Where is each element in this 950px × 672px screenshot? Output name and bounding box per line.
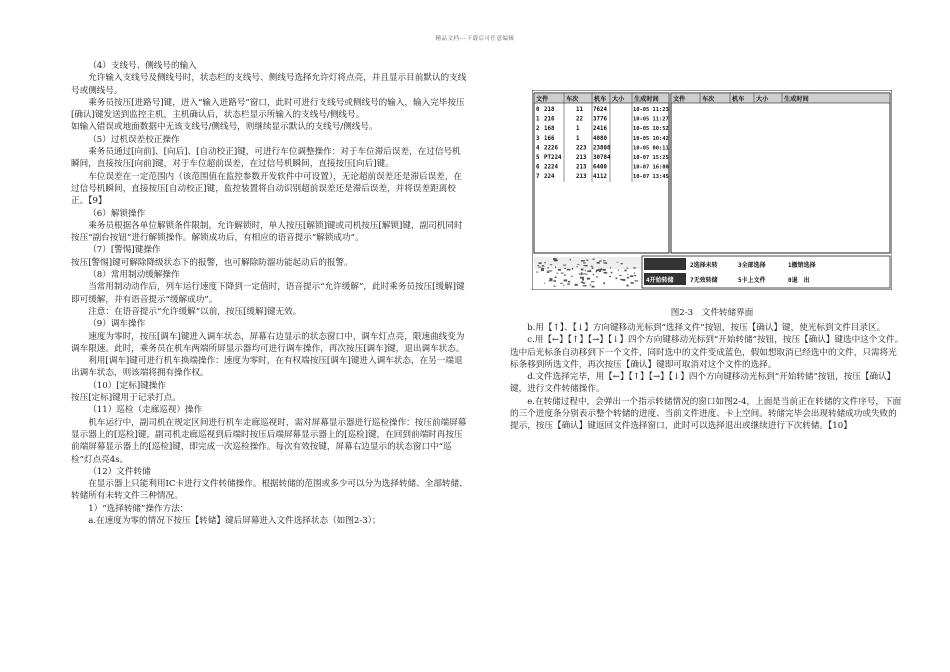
figure-cell: 7624 xyxy=(593,107,607,113)
scan-noise-mark xyxy=(596,270,597,272)
scan-noise-mark xyxy=(547,267,548,268)
scan-noise-mark xyxy=(541,268,543,270)
figure-cell: 2226 xyxy=(544,145,558,152)
figure-column-header: 机车 xyxy=(732,96,745,103)
figure-cell: 22 xyxy=(576,116,583,123)
figure-cell: 168 xyxy=(544,126,555,133)
figure-cell: 10-05 11:27 xyxy=(633,116,669,123)
right-paragraph: b.用【↑】、【↓】方向键移动光标到“选择文件”按钮，按压【确认】键，使光标到文件目录区。 xyxy=(527,323,886,333)
scan-noise-mark xyxy=(587,278,590,280)
left-paragraph: 乘务员按压[进路号]键，进入“输入进路号”窗口，此时可进行支线号或侧线号的输入，输入完毕按压[确认]键发送到监控主机，主机确认后，状态栏显示所输入的支线号/侧线号。 xyxy=(71,97,465,121)
scan-noise-mark xyxy=(603,269,606,271)
figure-cell: 4112 xyxy=(593,174,607,181)
scan-noise-mark xyxy=(583,262,585,263)
scan-noise-mark xyxy=(542,265,544,266)
left-paragraph: （6）解锁操作 xyxy=(88,208,146,219)
left-paragraph: 速度为零时，按压[调车]键进入调车状态，屏幕右边显示的状态窗口中，调车灯点亮，限速曲线变为调车限速。此时，乘务员在机车两端所屏显示器均可进行调车操作，再次按压[调车]键，退出调车状态。 xyxy=(71,331,465,354)
figure-cell: 3 xyxy=(536,135,540,142)
figure-cell: 5 xyxy=(536,155,540,161)
scan-noise-mark xyxy=(634,272,635,273)
scan-noise-mark xyxy=(563,265,566,266)
scan-noise-mark xyxy=(617,262,618,263)
right-paragraph: d.文件选择完毕，用【←】【↑】【→】【↓】四个方向键移动光标到“开始转储”按钮，按压【确认】键，进行文件转储操作。 xyxy=(510,372,896,395)
scan-noise-mark xyxy=(568,281,570,282)
right-paragraph: c.用【←】【↑】【→】【↓】四个方向键移动光标到“开始转储”按钮，按压【确认】键选中这个文件。选中后光标条自动移到下一个文件，同时选中的文件变成蓝色，假如想取消已经选中的文件，只需将光标条移到所选文件，再次按压【确认】键即可取消对这个文件的选择。 xyxy=(510,335,904,370)
scan-noise-mark xyxy=(537,265,538,266)
figure-cell: 10-05 10:42 xyxy=(633,135,669,142)
scan-noise-mark xyxy=(583,285,587,286)
scan-noise-mark xyxy=(627,268,629,269)
figure-column-header: 生成时间 xyxy=(634,96,659,103)
figure-cell: 10-07 13:45 xyxy=(633,174,669,181)
figure-column-header: 车次 xyxy=(702,96,715,103)
scan-noise-mark xyxy=(599,261,600,262)
figure-column-header: 文件 xyxy=(536,96,549,103)
figure-cell: 10-05 10:52 xyxy=(633,126,669,133)
scan-noise-mark xyxy=(627,277,629,279)
scan-noise-mark xyxy=(544,262,545,263)
left-paragraph: 利用[调车]键可进行机车换端操作：速度为零时，在有权端按压[调车]键进入调车状态，在另一端退出调车状态，则该端将拥有操作权。 xyxy=(71,356,463,379)
scan-noise-mark xyxy=(561,273,564,274)
left-paragraph: （10）[定标]键操作 xyxy=(88,380,166,391)
figure-button-label: 0退 出 xyxy=(788,277,810,284)
scan-noise-mark xyxy=(626,285,628,287)
scan-noise-mark xyxy=(570,259,571,261)
scan-noise-mark xyxy=(581,273,582,275)
scan-noise-mark xyxy=(621,263,623,264)
left-paragraph: 如输入错误或地面数据中无该支线号/侧线号，则继续显示默认的支线号/侧线号。 xyxy=(71,122,378,133)
scan-noise-mark xyxy=(572,268,573,270)
figure-cell: 2 xyxy=(536,126,540,133)
figure-cell: 216 xyxy=(544,116,555,123)
scan-noise-mark xyxy=(598,269,599,270)
left-paragraph: 注意：在语音提示“允许缓解”以前，按压[缓解]键无效。 xyxy=(88,306,302,317)
scan-noise-mark xyxy=(627,274,628,275)
scan-noise-mark xyxy=(538,262,541,264)
left-paragraph: （11）巡检（走廊巡视）操作 xyxy=(88,405,203,416)
figure-column-header: 大小 xyxy=(756,96,769,103)
scan-noise-mark xyxy=(593,274,594,275)
scan-noise-mark xyxy=(550,278,553,280)
figure-button-label: 5卡上文件 xyxy=(738,277,766,284)
figure-cell: PT224 xyxy=(544,155,562,161)
scan-noise-mark xyxy=(603,262,606,263)
figure-column-header: 生成时间 xyxy=(784,96,809,103)
scan-noise-mark xyxy=(553,258,557,260)
scan-noise-mark xyxy=(633,267,635,268)
right-column xyxy=(510,322,904,433)
scan-noise-mark xyxy=(585,270,586,272)
figure-cell: 2416 xyxy=(593,126,607,133)
left-paragraph: （8）常用制动缓解操作 xyxy=(88,270,180,281)
scan-noise-mark xyxy=(547,271,550,272)
scan-noise-mark xyxy=(583,265,586,266)
scan-noise-mark xyxy=(577,266,578,267)
figure-column-header: 大小 xyxy=(612,96,625,103)
left-paragraph: （12）文件转储 xyxy=(88,466,151,477)
scan-noise-mark xyxy=(634,275,636,276)
figure-cell: 224 xyxy=(544,174,555,181)
figure-cell: 6 xyxy=(536,164,540,171)
scan-noise-mark xyxy=(600,268,602,270)
scan-noise-mark xyxy=(553,286,555,287)
figure-column-header: 机车 xyxy=(594,96,607,103)
scan-noise-mark xyxy=(619,275,622,276)
figure-cell: 11 xyxy=(576,107,583,113)
scan-noise-mark xyxy=(616,277,618,279)
scan-noise-mark xyxy=(567,269,571,271)
scan-noise-mark xyxy=(567,283,570,284)
scan-noise-mark xyxy=(631,282,634,284)
left-paragraph: 允许输入支线号及侧线号时，状态栏的支线号、侧线号选择允许灯将点亮，并且显示目前默认的支线号或侧线号。 xyxy=(71,73,467,96)
scan-noise-mark xyxy=(596,277,598,278)
figure-cell: 213 xyxy=(576,174,587,181)
figure-cell: 1 xyxy=(576,126,580,133)
figure-cell: 4 xyxy=(536,145,540,152)
scan-noise-mark xyxy=(581,260,585,261)
scan-noise-mark xyxy=(556,273,558,274)
left-column xyxy=(71,60,469,527)
scan-noise-mark xyxy=(586,259,588,260)
scan-noise-mark xyxy=(582,282,584,283)
scan-noise-mark xyxy=(590,284,591,285)
figure-cell: 7 xyxy=(536,174,540,181)
left-paragraph: 按压[定标]键用于记录打点。 xyxy=(71,393,181,404)
figure-file-dump-screen xyxy=(532,90,892,290)
left-paragraph: （9）调车操作 xyxy=(88,319,146,330)
scan-noise-mark xyxy=(581,269,584,271)
left-paragraph: 乘务员根据各单位解锁条件限制，允许解锁时，单人按压[解锁]键或司机按压[解锁]键，副司机同时按压“副台按钮”进行解锁操作。解锁成功后，有相应的语音提示“解锁成功”。 xyxy=(71,220,463,244)
scan-noise-mark xyxy=(553,280,556,282)
scan-noise-mark xyxy=(609,276,611,277)
scan-noise-mark xyxy=(575,284,578,286)
left-paragraph: 1）“选择转储”操作方法： xyxy=(88,503,189,514)
scan-noise-mark xyxy=(587,270,591,272)
right-paragraph: e.在转储过程中，会弹出一个指示转储情况的窗口如图2-4，上面是当前正在转储的文件序号，下面的三个进度条分别表示整个转储的进度、当前文件进度、卡上空间。转储完毕会出现转储成功或失败的提示，按压【确认】键返回文件选择窗口，此时可以选择退出或继续进行下次转储。【10】 xyxy=(510,396,902,432)
left-paragraph: a.在速度为零的情况下按压【转储】键后屏幕进入文件选择状态（如图2-3）； xyxy=(88,515,381,526)
figure-cell: 4080 xyxy=(593,135,607,142)
scan-noise-mark xyxy=(549,280,553,281)
figure-button-label: 4开始转储 xyxy=(646,277,674,284)
scan-noise-mark xyxy=(603,282,605,284)
scan-noise-mark xyxy=(563,285,564,286)
scan-noise-mark xyxy=(623,279,626,281)
scan-noise-mark xyxy=(591,281,595,282)
scan-noise-mark xyxy=(620,279,623,280)
scan-noise-mark xyxy=(630,275,633,277)
scan-noise-mark xyxy=(618,270,619,271)
figure-cell: 1 xyxy=(576,135,580,142)
scan-noise-mark xyxy=(560,283,562,284)
figure-cell: 218 xyxy=(544,107,555,113)
scan-noise-mark xyxy=(611,272,613,274)
figure-cell: 3776 xyxy=(593,116,607,123)
figure-cell: 6400 xyxy=(593,164,607,171)
file-dump-screen-image xyxy=(532,90,892,290)
scan-noise-mark xyxy=(599,270,601,272)
figure-cell: 10-05 11:23 xyxy=(633,107,669,113)
figure-cell: 2224 xyxy=(544,164,558,171)
left-paragraph: （5）过机误差校正操作 xyxy=(88,134,180,145)
scan-noise-mark xyxy=(564,279,568,281)
scan-noise-mark xyxy=(571,276,572,277)
scan-noise-mark xyxy=(538,267,541,268)
figure-cell: 213 xyxy=(576,164,587,171)
scan-noise-mark xyxy=(591,266,593,267)
left-paragraph: 在显示器上只能利用IC卡进行文件转储操作。根据转储的范围或多少可以分为选择转储、全部转储、转储所有未转文件三种情况。 xyxy=(71,479,468,502)
figure-column-header: 文件 xyxy=(673,96,686,103)
figure-cell: 1 xyxy=(536,116,540,123)
left-paragraph: 机车运行中，副司机在规定区间进行机车走廊巡视时，需对屏幕显示器进行巡检操作：按压前端屏幕显示器上的[巡检]键，副司机走廊巡视到后端时按压后端屏幕显示器上的[巡检]键，在回到前端时再按压前端屏幕显示器上的[巡检]键，即完成一次巡检操作。每次有效按键，屏幕右边显示的状态窗口中“巡检”灯点亮4s。 xyxy=(71,417,467,465)
scan-noise-mark xyxy=(544,283,545,284)
figure-cell: 0 xyxy=(536,107,540,113)
figure-cell: 30784 xyxy=(593,155,611,161)
scan-noise-mark xyxy=(564,268,566,269)
scan-noise-mark xyxy=(610,267,611,268)
figure-cell: 10-07 16:00 xyxy=(633,164,669,171)
left-paragraph: 按压[警惕]键可解除降级状态下的报警，也可解除防溜功能起动后的报警。 xyxy=(71,257,353,268)
figure-cell: 10-05 00:11 xyxy=(633,145,669,152)
figure-cell: 10-07 15:25 xyxy=(633,155,669,161)
left-paragraph: （4）支线号、侧线号的输入 xyxy=(88,61,197,71)
scan-noise-mark xyxy=(592,286,595,288)
scan-noise-mark xyxy=(635,280,639,281)
figure-button-label: 2选择未转 xyxy=(690,262,718,269)
scan-noise-mark xyxy=(592,267,593,269)
figure-button-label: 3全部选择 xyxy=(738,262,766,269)
figure-button-label: 1撤销选择 xyxy=(788,262,816,269)
left-paragraph: （7）[警惕]键操作 xyxy=(88,245,161,256)
left-paragraph: 乘务员通过[向前]、[向后]、[自动校正]键，可进行车位调整操作：对于车位滞后误差，在过信号机瞬间，直接按压[向前]键，对于车位超前误差，在过信号机瞬间，直接按压[向后]键。 xyxy=(71,147,461,170)
scan-noise-mark xyxy=(547,272,549,273)
scan-noise-mark xyxy=(597,262,600,264)
scan-noise-mark xyxy=(580,278,583,279)
left-paragraph: 当常用制动动作后，列车运行速度下降到一定值时，语音提示“允许缓解”，此时乘务员按压[缓解]键即可缓解，并有语音提示“缓解成功”。 xyxy=(71,282,465,305)
scan-noise-mark xyxy=(604,272,608,274)
scan-noise-mark xyxy=(555,267,556,269)
scan-noise-mark xyxy=(558,269,561,271)
scan-noise-mark xyxy=(550,264,552,265)
scan-noise-mark xyxy=(593,259,595,260)
page-header: 精品文档---下载后可任意编辑 xyxy=(435,36,515,42)
scan-noise-mark xyxy=(582,279,584,281)
left-paragraph: 车位误差在一定范围内（该范围值在监控参数开发软件中可设置），无论超前误差还是滞后误差，在过信号机瞬间，直接按压[自动校正]键，监控装置将自动识别超前误差还是滞后误差，并将误差距离校正。【9】 xyxy=(71,171,463,207)
figure-column-header: 车次 xyxy=(566,96,579,103)
scan-noise-mark xyxy=(564,274,565,276)
scan-noise-mark xyxy=(555,276,557,278)
scan-noise-mark xyxy=(536,272,538,273)
figure-button-label: 7无效转储 xyxy=(690,277,718,284)
figure-caption: 图2-3 文件转储界面 xyxy=(670,308,754,318)
figure-cell: 166 xyxy=(544,135,555,142)
scan-noise-mark xyxy=(583,273,587,274)
figure-cell: 223 xyxy=(576,145,587,152)
figure-cell: 213 xyxy=(576,155,587,161)
figure-cell: 23808 xyxy=(593,145,611,152)
scan-noise-mark xyxy=(603,260,605,261)
scan-noise-mark xyxy=(577,264,579,265)
scan-noise-mark xyxy=(624,270,626,272)
